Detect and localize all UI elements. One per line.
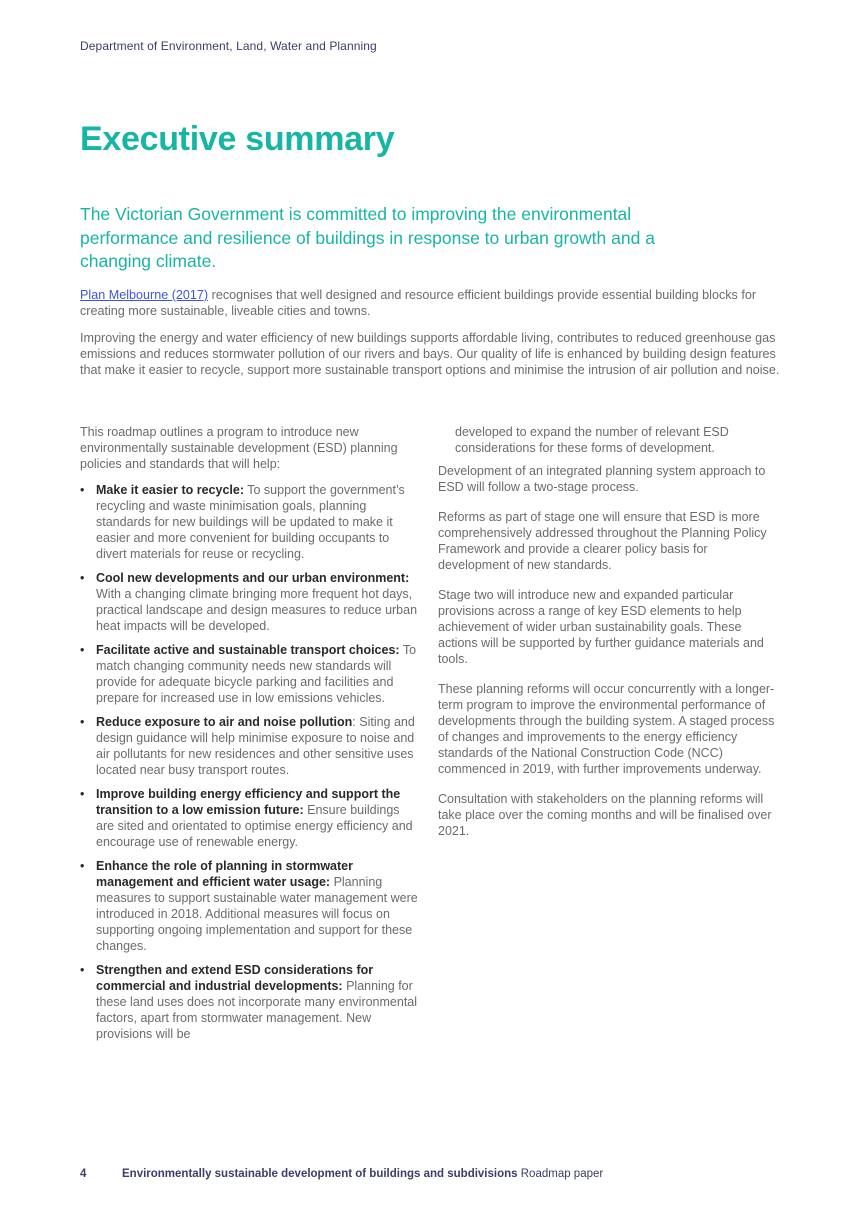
right-paragraph-4: These planning reforms will occur concurrently with a longer-term program to improve the environmental performance of developments through the building system. A staged process of changes and improvements to the energy efficiency standards of the National Construction Code (NCC) commenced in 2019, with further improvements underway. xyxy=(438,682,775,776)
right-paragraph-2: Reforms as part of stage one will ensure that ESD is more comprehensively addressed throughout the Planning Policy Framework and provide a clearer policy basis for development of new standards. xyxy=(438,510,767,572)
right-column xyxy=(438,463,780,853)
right-paragraph-5: Consultation with stakeholders on the planning reforms will take place over the coming months and will be finalised over 2021. xyxy=(438,792,772,838)
list-item-text: Ensure buildings are sited and orientated to optimise energy efficiency and encourage use of renewable energy. xyxy=(96,803,413,849)
right-paragraph-3: Stage two will introduce new and expanded particular provisions across a range of key ESD elements to help achievement of wider urban sustainability goals. These actions will be supported by further guidance materials and tools. xyxy=(438,588,764,666)
list-item-heading: Make it easier to recycle: xyxy=(96,483,244,497)
list-item xyxy=(80,858,420,954)
list-item-heading: Facilitate active and sustainable transport choices: xyxy=(96,643,400,657)
footer-document-type: Roadmap paper xyxy=(520,1168,604,1180)
goals-list xyxy=(80,482,420,1042)
list-item-heading: Reduce exposure to air and noise pollution xyxy=(96,715,353,729)
intro-paragraph-1 xyxy=(80,287,780,319)
left-column xyxy=(80,424,420,1050)
page-footer xyxy=(80,1168,603,1180)
intro-paragraph-2: Improving the energy and water efficiency of new buildings supports affordable living, contributes to reduced greenhouse gas emissions and reduces stormwater pollution of our rivers and bays. Our quality of life is enhanced by building design features that make it easier to recycle, support more sustainable transport options and minimise the intrusion of air pollution and noise. xyxy=(80,331,780,377)
list-item-text: Planning for these land uses does not incorporate many environmental factors, apart from stormwater management. New provisions will be xyxy=(96,979,418,1041)
list-item-heading: Strengthen and extend ESD considerations for commercial and industrial developments: xyxy=(96,963,374,993)
plan-melbourne-link[interactable]: Plan Melbourne (2017) xyxy=(80,288,209,302)
list-item-text: With a changing climate bringing more frequent hot days, practical landscape and design measures to reduce urban heat impacts will be developed. xyxy=(96,587,418,633)
list-item xyxy=(80,482,420,562)
list-item-text: : Siting and design guidance will help minimise exposure to noise and air pollutants for new residences and other sensitive uses located near busy transport routes. xyxy=(96,715,415,777)
list-item xyxy=(80,962,420,1042)
page-title: Executive summary xyxy=(80,120,395,158)
list-item-text: To support the government’s recycling and waste minimisation goals, planning standards for new buildings will be updated to make it easier and more convenient for building occupants to divert materials for reuse or recycling. xyxy=(96,483,405,561)
footer-document-title: Environmentally sustainable development of buildings and subdivisions xyxy=(122,1168,518,1180)
list-item xyxy=(80,714,420,778)
list-item-text: To match changing community needs new standards will provide for adequate bicycle parking and facilities and prepare for increased use in low emissions vehicles. xyxy=(96,643,417,705)
list-item xyxy=(80,786,420,850)
lead-statement: The Victorian Government is committed to improving the environmental performance and resilience of buildings in response to urban growth and a changing climate. xyxy=(80,204,655,271)
roadmap-intro: This roadmap outlines a program to introduce new environmentally sustainable development (ESD) planning policies and standards that will help: xyxy=(80,425,398,471)
list-item xyxy=(80,570,420,634)
page-number: 4 xyxy=(80,1168,87,1180)
list-item xyxy=(80,642,420,706)
header-organisation: Department of Environment, Land, Water and Planning xyxy=(80,39,377,53)
bullet-continuation: developed to expand the number of relevant ESD considerations for these forms of development. xyxy=(455,425,729,455)
list-item-text: Planning measures to support sustainable water management were introduced in 2018. Additional measures will focus on supporting ongoing implementation and support for these changes. xyxy=(96,875,418,953)
intro-paragraph-1-text: recognises that well designed and resource efficient buildings provide essential building blocks for creating more sustainable, liveable cities and towns. xyxy=(80,288,757,318)
list-item-heading: Enhance the role of planning in stormwater management and efficient water usage: xyxy=(96,859,353,889)
list-item-heading: Improve building energy efficiency and support the transition to a low emission future: xyxy=(96,787,401,817)
list-item-heading: Cool new developments and our urban environment: xyxy=(96,571,410,585)
right-paragraph-1: Development of an integrated planning system approach to ESD will follow a two-stage process. xyxy=(438,464,766,494)
